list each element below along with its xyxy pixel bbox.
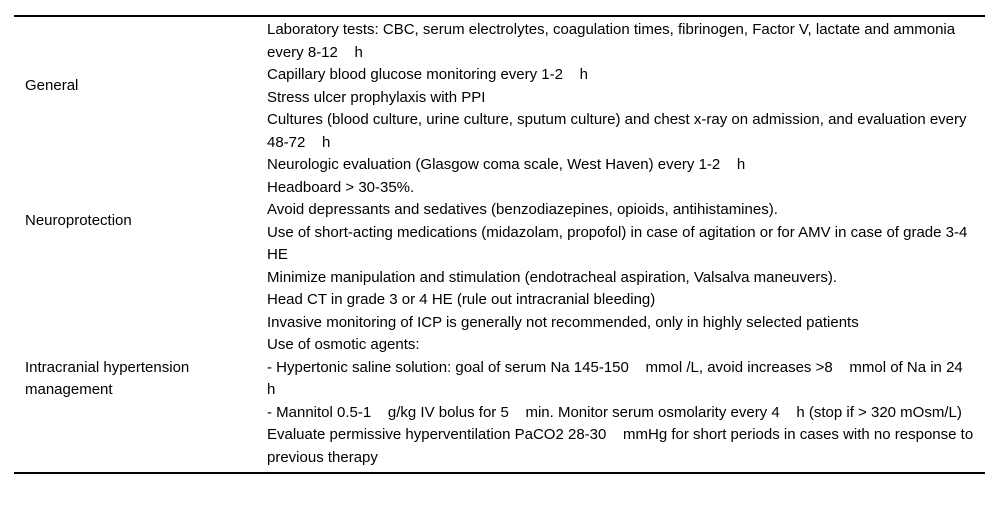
protocol-item: Minimize manipulation and stimulation (endotracheal aspiration, Valsalva maneuvers).	[267, 268, 838, 286]
protocol-item: Neurologic evaluation (Glasgow coma scale, West Haven) every 1-2 h	[267, 156, 746, 173]
category-label: Neuroprotection	[25, 212, 132, 230]
protocol-item: Use of osmotic agents:	[267, 336, 420, 353]
category-label: General	[25, 77, 79, 95]
table-row	[14, 289, 985, 469]
protocol-item: Cultures (blood culture, urine culture, sputum culture) and chest x-ray on admission, and evaluation every 48-72 h	[267, 111, 971, 151]
protocol-item: Evaluate permissive hyperventilation PaCO2 28-30 mmHg for short periods in cases with no response to previous therapy	[267, 426, 978, 466]
category-cell	[14, 289, 267, 469]
protocol-item: Capillary blood glucose monitoring every 1-2 h	[267, 66, 588, 83]
protocol-item: Headboard > 30-35%.	[267, 178, 415, 196]
protocol-item: Head CT in grade 3 or 4 HE (rule out intracranial bleeding)	[267, 291, 656, 308]
protocol-item: - Hypertonic saline solution: goal of serum Na 145-150 mmol /L, avoid increases >8 mmol of Na in 24 h	[267, 358, 980, 398]
category-cell	[14, 154, 267, 289]
category-cell	[14, 19, 267, 154]
protocol-item: Use of short-acting medications (midazolam, propofol) in case of agitation or for AMV in case of grade 3-4 HE	[267, 223, 972, 263]
protocol-item: - Mannitol 0.5-1 g/kg IV bolus for 5 min. Monitor serum osmolarity every 4 h (stop if > 320 mOsm/L)	[267, 403, 962, 421]
protocol-item: Avoid depressants and sedatives (benzodiazepines, opioids, antihistamines).	[267, 201, 778, 218]
protocol-item: Stress ulcer prophylaxis with PPI	[267, 88, 486, 106]
management-protocol-table	[14, 15, 985, 474]
protocol-item: Invasive monitoring of ICP is generally not recommended, only in highly selected patients	[267, 313, 859, 331]
category-label: Intracranial hypertension management	[25, 358, 190, 398]
protocol-item: Laboratory tests: CBC, serum electrolytes, coagulation times, fibrinogen, Factor V, lactate and ammonia every 8-12 h	[267, 21, 960, 61]
items-cell	[267, 154, 985, 289]
table-row	[14, 154, 985, 289]
items-cell	[267, 289, 985, 469]
table-row	[14, 19, 985, 154]
items-cell	[267, 19, 985, 154]
